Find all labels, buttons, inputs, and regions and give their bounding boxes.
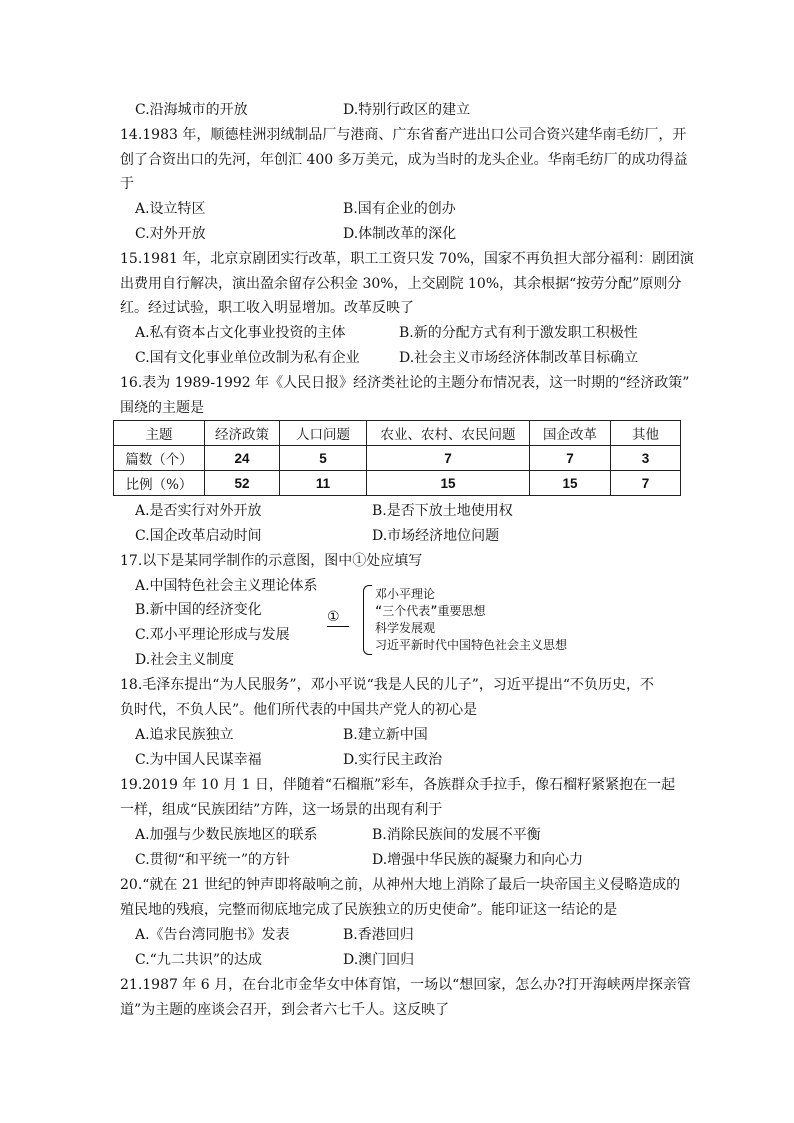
q18-option-c: C.为中国人民谋幸福 [135,752,262,768]
q15-option-d: D.社会主义市场经济体制改革目标确立 [399,350,639,366]
q17-option-d: D.社会主义制度 [135,652,235,668]
q15-option-c: C.国有文化事业单位改制为私有企业 [135,350,360,366]
q20-stem-line1: 20.“就在 21 世纪的钟声即将敲响之前，从神州大地上消除了最后一块帝国主义侵略造成的 [120,877,681,893]
q20-stem-line2: 殖民地的残痕，完整而彻底地完成了民族独立的历史使命”。能印证这一结论的是 [120,902,618,918]
q15-stem-line3: 红。经过试验，职工收入明显增加。改革反映了 [120,300,414,316]
q21-stem-line1: 21.1987 年 6 月，在台北市金华女中体育馆，一场以“想回家，怎么办?打开海峡两岸探亲管 [120,977,691,993]
table-cell: 比例（%） [114,471,205,496]
q14-stem-line3: 于 [120,176,134,192]
table-cell: 52 [205,471,280,496]
q15-option-a: A.私有资本占文化事业投资的主体 [135,325,346,341]
q14-stem-line1: 14.1983 年，顺德桂洲羽绒制品厂与港商、广东省畜产进出口公司合资兴建华南毛纺厂，开 [120,127,687,143]
q19-option-d: D.增强中华民族的凝聚力和向心力 [372,852,584,868]
q14-option-b: B.国有企业的创办 [343,201,456,217]
diagram-underline [327,626,349,627]
q16-option-a: A.是否实行对外开放 [135,503,262,519]
q16-option-c: C.国企改革启动时间 [135,528,262,544]
table-header-cell: 人口问题 [280,421,367,446]
table-cell: 7 [611,471,681,496]
q21-stem-line2: 道”为主题的座谈会召开，到会者六七千人。这反映了 [120,1002,450,1018]
table-header-cell: 主题 [114,421,205,446]
q18-option-a: A.追求民族独立 [135,727,234,743]
q17-option-b: B.新中国的经济变化 [135,602,262,618]
q16-data-table [113,420,681,496]
q14-stem-line2: 创了合资出口的先河，年创汇 400 多万美元，成为当时的龙头企业。华南毛纺厂的成功得益 [120,152,688,168]
diagram-item: 邓小平理论 [375,587,436,601]
q14-option-c: C.对外开放 [135,226,206,242]
table-cell: 5 [280,446,367,471]
q16-option-b: B.是否下放土地使用权 [372,503,513,519]
table-cell: 15 [530,471,611,496]
q15-stem-line2: 出费用自行解决，演出盈余留存公积金 30%，上交剧院 10%，其余根据“按劳分配”原则分 [120,276,682,292]
q17-stem-line1: 17.以下是某同学制作的示意图，图中①处应填写 [120,553,423,569]
q17-option-c: C.邓小平理论形成与发展 [135,627,290,643]
table-header-cell: 国企改革 [530,421,611,446]
q13-option-d: D.特别行政区的建立 [343,102,471,118]
q18-stem-line2: 负时代，不负人民”。他们所代表的中国共产党人的初心是 [120,702,478,718]
table-cell: 15 [367,471,530,496]
diagram-item: “三个代表”重要思想 [375,604,486,618]
table-cell: 7 [367,446,530,471]
table-cell: 3 [611,446,681,471]
q14-option-d: D.体制改革的深化 [343,226,457,242]
q16-stem-line2: 围绕的主题是 [120,400,204,416]
table-header-cell: 农业、农村、农民问题 [367,421,530,446]
q19-option-b: B.消除民族间的发展不平衡 [372,827,541,843]
q20-option-d: D.澳门回归 [343,952,415,968]
table-cell: 7 [530,446,611,471]
q16-option-d: D.市场经济地位问题 [372,528,500,544]
q15-stem-line1: 15.1981 年，北京京剧团实行改革，职工工资只发 70%，国家不再负担大部分福利：剧团演 [120,251,694,267]
q18-stem-line1: 18.毛泽东提出“为人民服务”，邓小平说“我是人民的儿子”，习近平提出“不负历史，不 [120,677,655,693]
q18-option-b: B.建立新中国 [343,727,428,743]
diagram-item: 科学发展观 [375,621,436,635]
q14-option-a: A.设立特区 [135,201,206,217]
diagram-blank-marker: ① [327,609,340,625]
table-row [114,446,681,471]
table-cell: 24 [205,446,280,471]
table-row [114,471,681,496]
table-header-row [114,421,681,446]
q17-option-a: A.中国特色社会主义理论体系 [135,578,318,594]
q20-option-b: B.香港回归 [343,927,414,943]
diagram-item: 习近平新时代中国特色社会主义思想 [375,638,568,652]
diagram-brace [363,585,372,655]
q19-option-c: C.贯彻“和平统一”的方针 [135,852,290,868]
table-header-cell: 经济政策 [205,421,280,446]
q20-option-a: A.《告台湾同胞书》发表 [135,927,290,943]
table-cell: 11 [280,471,367,496]
q16-stem-line1: 16.表为 1989-1992 年《人民日报》经济类社论的主题分布情况表，这一时期的“经济政策” [120,375,690,391]
table-cell: 篇数（个） [114,446,205,471]
q19-option-a: A.加强与少数民族地区的联系 [135,827,318,843]
q13-option-c: C.沿海城市的开放 [135,102,248,118]
q15-option-b: B.新的分配方式有利于激发职工积极性 [399,325,638,341]
q19-stem-line1: 19.2019 年 10 月 1 日，伴随着“石榴瓶”彩车，各族群众手拉手，像石榴籽紧紧抱在一起 [120,777,676,793]
q19-stem-line2: 一样，组成“民族团结”方阵，这一场景的出现有利于 [120,802,443,818]
q18-option-d: D.实行民主政治 [343,752,443,768]
q20-option-c: C.“九二共识”的达成 [135,952,262,968]
table-header-cell: 其他 [611,421,681,446]
